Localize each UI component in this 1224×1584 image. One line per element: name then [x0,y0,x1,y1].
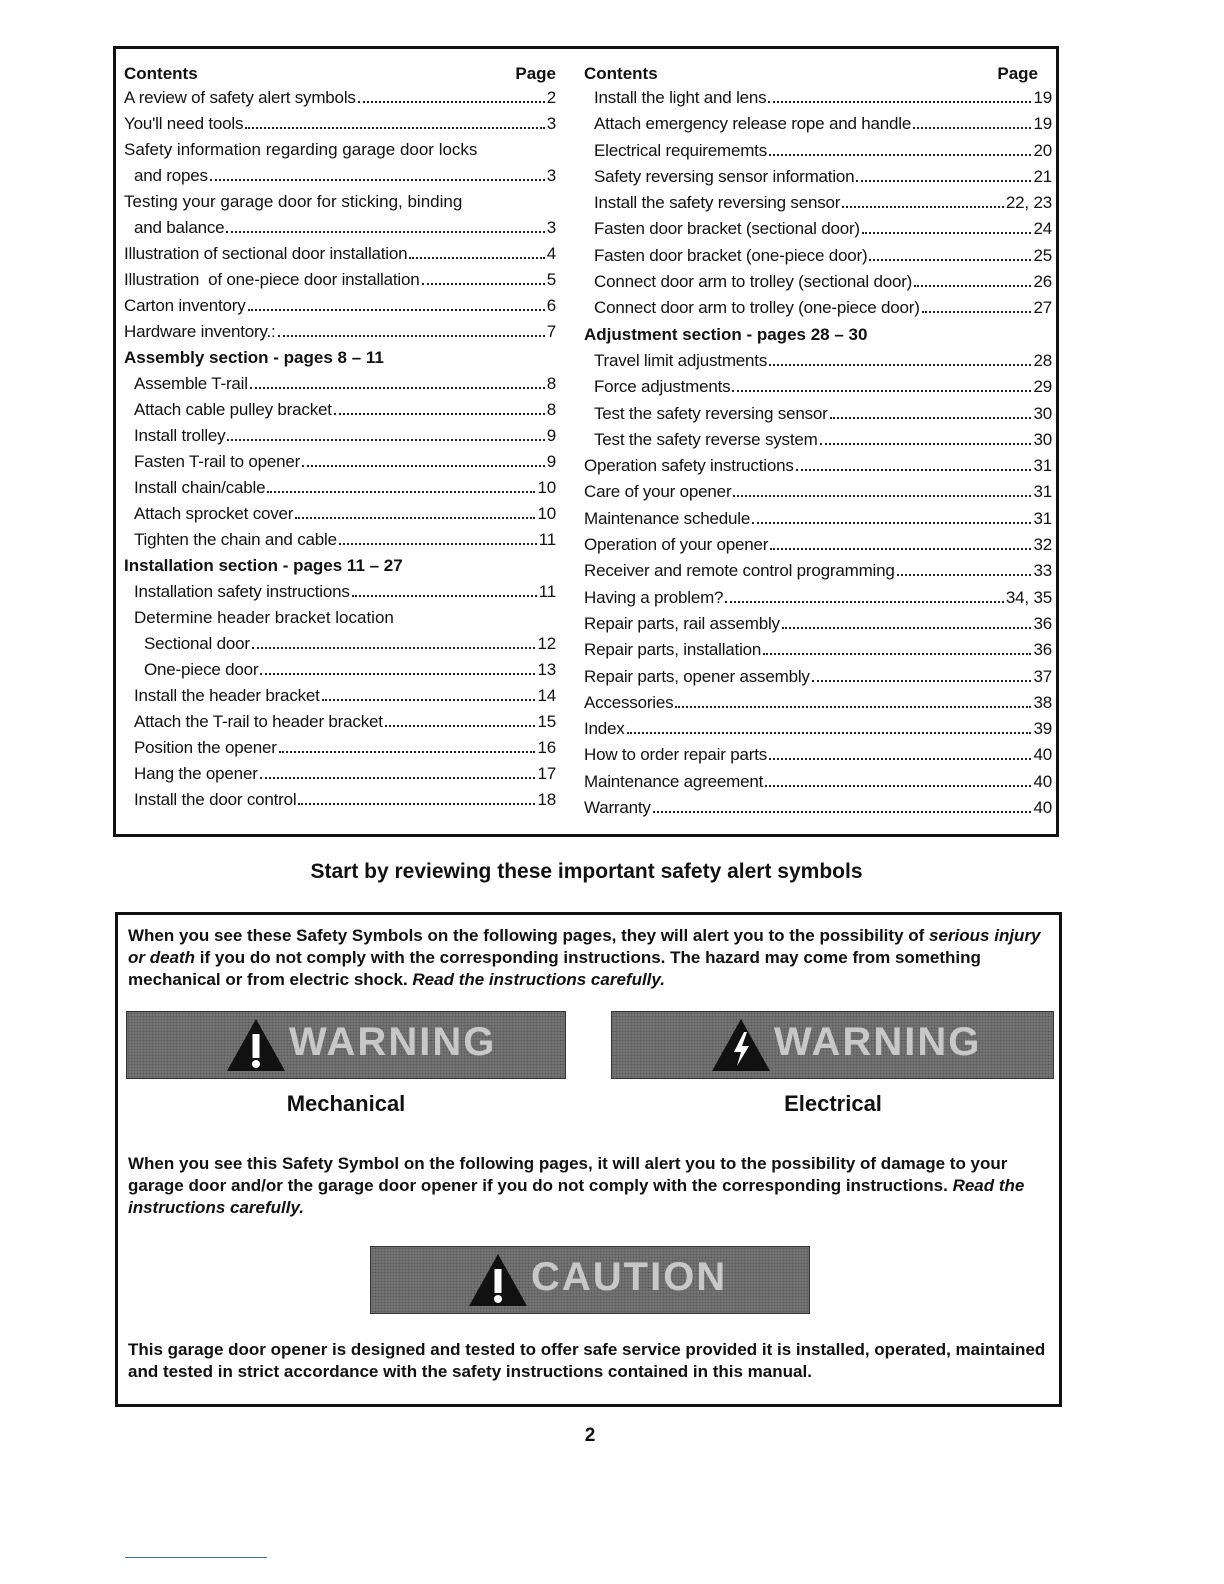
toc-entry-page: 2 [546,88,556,107]
toc-entry-title: Test the safety reverse system [594,429,818,449]
toc-entry-title: Maintenance schedule [584,508,751,528]
toc-entry [584,350,1052,372]
toc-entry [584,797,1052,819]
dot-leader [278,335,545,337]
dot-leader [830,417,1032,419]
toc-entry [124,477,556,499]
toc-entry [584,113,1052,135]
dot-leader [352,595,537,597]
toc-entry-title: Test the safety reversing sensor [594,403,828,423]
toc-entry-page: 17 [537,764,556,783]
warning-banner-electrical [611,1011,1054,1079]
dot-leader [897,574,1032,576]
toc-entry-title: Position the opener [134,738,277,757]
dot-leader [752,522,1031,524]
toc-entry [584,508,1052,530]
toc-section-heading: Installation section - pages 11 – 27 [124,556,403,575]
toc-entry-page: 9 [546,426,556,445]
toc-entry [584,744,1052,766]
toc-entry [584,613,1052,635]
lightning-triangle-icon [710,1016,772,1074]
toc-entry-title: Electrical requirememts [594,140,768,160]
toc-entry [584,376,1052,398]
contents-heading: Contents [584,64,658,83]
dot-leader [279,751,536,753]
toc-entry-title: Install the door control [134,790,297,809]
dot-leader [227,439,544,441]
toc-entry [124,763,556,785]
toc-entry-title: Receiver and remote control programming [584,561,895,581]
toc-entry-page: 5 [546,270,556,289]
dot-leader [768,101,1031,103]
toc-entry-title: Maintenance agreement [584,771,764,791]
warning-word: WARNING [289,1020,497,1064]
dot-leader [842,206,1004,208]
dot-leader [409,257,544,259]
toc-entry-page: 4 [546,244,556,263]
toc-entry-title: Install the light and lens [594,88,767,107]
toc-entry-title: Connect door arm to trolley (one-piece door) [594,298,920,318]
toc-entry-page: 19 [1033,114,1052,134]
toc-entry-title: Operation of your opener [584,535,769,555]
toc-entry [584,297,1052,319]
safety-heading: Start by reviewing these important safety alert symbols [310,860,863,883]
exclamation-triangle-icon [225,1016,287,1074]
dot-leader [869,259,1031,261]
toc-entry [124,503,556,525]
toc-entry-title: Install the header bracket [134,686,320,705]
dot-leader [210,179,545,181]
toc-entry-title: Fasten T-rail to opener [134,452,301,471]
toc-entry-page: 38 [1033,692,1052,712]
toc-entry [584,271,1052,293]
toc-entry-title: Travel limit adjustments [594,350,768,370]
toc-header [124,61,556,87]
dot-leader [267,491,535,493]
toc-entry-page: 29 [1033,377,1052,397]
toc-entry [584,534,1052,556]
dot-leader [820,443,1032,445]
toc-entry-page: 22, 23 [1005,193,1052,213]
toc-entry-page: 7 [546,322,556,341]
caution-banner [370,1246,810,1314]
toc-right-column [584,61,1052,823]
toc-entry [584,560,1052,582]
toc-entry-title: Illustration of one-piece door installation [124,270,420,289]
toc-entry-title: How to order repair parts [584,745,768,765]
toc-entry [584,666,1052,688]
toc-entry-page: 40 [1033,798,1052,818]
contents-heading: Contents [124,64,198,83]
toc-entry [124,399,556,421]
toc-entry-page: 16 [537,738,556,757]
toc-entry-title: A review of safety alert symbols [124,88,356,107]
toc-entry-title: Safety reversing sensor information [594,166,855,186]
toc-entry [124,685,556,707]
toc-entry [584,192,1052,214]
dot-leader [769,758,1031,760]
toc-entry [584,639,1052,661]
toc-entry-title: Care of your opener [584,482,732,502]
toc-entry-title: Sectional door [144,634,250,653]
dot-leader [862,232,1032,234]
para1-text-italic-2: Read the instructions carefully. [412,970,665,989]
toc-entry [584,455,1052,477]
toc-entry-title: Attach the T-rail to header bracket [134,712,383,731]
toc-entry-title: Repair parts, installation [584,640,762,660]
toc-entry [124,581,556,603]
toc-entry-page: 40 [1033,771,1052,791]
toc-entry [124,165,556,187]
dot-leader [250,387,545,389]
toc-entry [584,218,1052,240]
dot-leader [260,673,535,675]
toc-entry-title: Connect door arm to trolley (sectional door) [594,272,913,292]
caution-intro-paragraph [128,1153,1048,1219]
toc-entry [124,373,556,395]
toc-entry-title: and balance [134,218,225,237]
warning-banner-mechanical [126,1011,566,1079]
toc-left-column [124,61,556,815]
toc-entry-page: 13 [537,660,556,679]
toc-entry-page: 34, 35 [1005,587,1052,607]
toc-entry-page: 40 [1033,745,1052,765]
dot-leader [358,101,545,103]
caution-word: CAUTION [531,1255,728,1299]
toc-entry [584,692,1052,714]
page-heading: Page [515,64,556,83]
toc-entry-title: Accessories [584,692,674,712]
toc-entry-page: 10 [537,478,556,497]
dot-leader [248,309,545,311]
toc-section-heading: Adjustment section - pages 28 – 30 [584,324,868,344]
toc-entry [124,711,556,733]
dot-leader [245,127,544,129]
toc-entry-page: 27 [1033,298,1052,318]
toc-entry-title: Attach cable pulley bracket [134,400,332,419]
toc-entry-page: 14 [537,686,556,705]
design-statement-paragraph: This garage door opener is designed and tested to offer safe service provided it is installed, operated, maintained and tested in strict accordance with the safety instructions contained in this manual. [128,1340,1046,1381]
dot-leader [226,231,544,233]
toc-entry-page: 11 [538,530,556,549]
toc-entry [124,87,556,109]
toc-entry-title: and ropes [134,166,208,185]
dot-leader [675,706,1031,708]
dot-leader [922,311,1032,313]
toc-entry [584,429,1052,451]
dot-leader [765,785,1031,787]
toc-entry-title: Hang the opener [134,764,258,783]
dot-leader [913,127,1031,129]
toc-entry-title: Install chain/cable [134,478,266,497]
toc-entry-title: You'll need tools [124,114,244,133]
para1-text-italic: serious injury or death [128,926,1041,967]
toc-entry-page: 31 [1033,482,1052,502]
toc-entry-page: 28 [1033,350,1052,370]
toc-entry-page: 36 [1033,613,1052,633]
toc-entry [124,425,556,447]
dot-leader [422,283,545,285]
toc-text-line: Testing your garage door for sticking, binding [124,192,463,211]
dot-leader [627,732,1032,734]
toc-entry-page: 6 [546,296,556,315]
toc-entry-page: 31 [1033,456,1052,476]
toc-entry-title: Carton inventory [124,296,246,315]
dot-leader [295,517,535,519]
toc-entry-title: Tighten the chain and cable [134,530,337,549]
toc-entry-page: 8 [546,374,556,393]
toc-entry-page: 31 [1033,508,1052,528]
toc-entry-title: Attach emergency release rope and handle [594,114,912,134]
dot-leader [796,469,1032,471]
toc-entry [584,403,1052,425]
toc-entry-title: Having a problem? [584,587,724,607]
toc-entry-title: One-piece door [144,660,259,679]
dot-leader [298,803,535,805]
toc-entry [124,269,556,291]
toc-entry-title: Attach sprocket cover [134,504,294,523]
toc-entry-page: 3 [546,218,556,237]
exclamation-triangle-icon [467,1251,529,1309]
toc-entry-title: Fasten door bracket (one-piece door) [594,245,868,265]
toc-entry [584,718,1052,740]
toc-entry-page: 39 [1033,719,1052,739]
toc-entry-page: 24 [1033,219,1052,239]
dot-leader [782,627,1032,629]
toc-entry [124,659,556,681]
mechanical-label: Mechanical [286,1091,406,1116]
toc-entry [584,245,1052,267]
toc-entry-page: 30 [1033,403,1052,423]
toc-entry-page: 37 [1033,666,1052,686]
toc-entry [124,633,556,655]
toc-entry-title: Assemble T-rail [134,374,248,393]
dot-leader [856,180,1031,182]
toc-entry-page: 15 [537,712,556,731]
toc-entry [584,166,1052,188]
warning-word: WARNING [774,1020,982,1064]
para1-text-c: if you do not comply with the corresponding instructions. The hazard may come from something mechanical or from electric shock. [128,948,981,989]
dot-leader [770,548,1031,550]
dot-leader [334,413,545,415]
dot-leader [385,725,536,727]
dot-leader [732,390,1031,392]
toc-entry-title: Illustration of sectional door installation [124,244,408,263]
dot-leader [914,285,1031,287]
toc-entry-title: Install the safety reversing sensor [594,193,841,213]
para1-text-a: When you see these Safety Symbols on the following pages, they will alert you to the possibility of [128,926,925,945]
para2-text-a: When you see this Safety Symbol on the following pages, it will alert you to the possibility of damage to your garage door and/or the garage door opener if you do not comply with the corresponding instructions. [128,1154,1008,1195]
toc-entry-page: 33 [1033,561,1052,581]
safety-intro-paragraph [128,925,1048,991]
table-of-contents [113,46,1059,837]
toc-entry-title: Hardware inventory.: [124,322,276,341]
dot-leader [812,680,1032,682]
toc-entry [124,321,556,343]
toc-entry-title: Operation safety instructions [584,456,794,476]
toc-entry [124,295,556,317]
bottom-rule [125,1557,267,1558]
page-heading: Page [997,64,1038,83]
toc-entry [124,217,556,239]
toc-entry [124,529,556,551]
toc-entry-title: Install trolley [134,426,226,445]
toc-entry [124,243,556,265]
toc-entry [124,737,556,759]
toc-entry-page: 36 [1033,640,1052,660]
toc-entry-page: 19 [1033,88,1052,107]
toc-entry-page: 25 [1033,245,1052,265]
toc-entry-page: 26 [1033,272,1052,292]
toc-entry-title: Repair parts, rail assembly [584,613,780,633]
toc-entry-page: 11 [538,582,556,601]
toc-entry-title: Fasten door bracket (sectional door) [594,219,860,239]
toc-entry [124,451,556,473]
toc-entry-title: Warranty [584,798,651,818]
toc-entry [584,87,1052,109]
toc-entry-page: 12 [537,634,556,653]
toc-entry-title: Repair parts, opener assembly [584,666,810,686]
toc-entry-page: 30 [1033,429,1052,449]
toc-entry [584,140,1052,162]
dot-leader [733,495,1031,497]
toc-text-line: Safety information regarding garage door locks [124,140,478,159]
toc-entry-title: Index [584,719,625,739]
toc-entry [584,771,1052,793]
dot-leader [322,699,536,701]
toc-header [584,61,1052,87]
toc-entry-page: 20 [1033,140,1052,160]
dot-leader [302,465,545,467]
electrical-label: Electrical [784,1091,882,1116]
dot-leader [260,777,536,779]
toc-entry-page: 21 [1033,166,1052,186]
toc-entry-page: 9 [546,452,556,471]
toc-entry-page: 32 [1033,535,1052,555]
toc-text-line: Determine header bracket location [134,608,394,627]
toc-entry [124,113,556,135]
toc-entry [584,481,1052,503]
toc-entry-page: 8 [546,400,556,419]
toc-entry-page: 18 [537,790,556,809]
page-number: 2 [584,1425,596,1446]
dot-leader [769,154,1031,156]
dot-leader [339,543,537,545]
safety-symbols-box [115,912,1062,1407]
toc-entry-page: 3 [546,166,556,185]
dot-leader [763,653,1031,655]
toc-entry [124,789,556,811]
dot-leader [252,647,536,649]
toc-section-heading: Assembly section - pages 8 – 11 [124,348,384,367]
para2-text-italic: Read the instructions carefully. [128,1176,1025,1217]
toc-entry-page: 10 [537,504,556,523]
toc-entry-title: Installation safety instructions [134,582,350,601]
dot-leader [653,811,1032,813]
dot-leader [769,364,1031,366]
toc-entry [584,587,1052,609]
dot-leader [725,601,1004,603]
toc-entry-title: Force adjustments [594,377,731,397]
toc-entry-page: 3 [546,114,556,133]
